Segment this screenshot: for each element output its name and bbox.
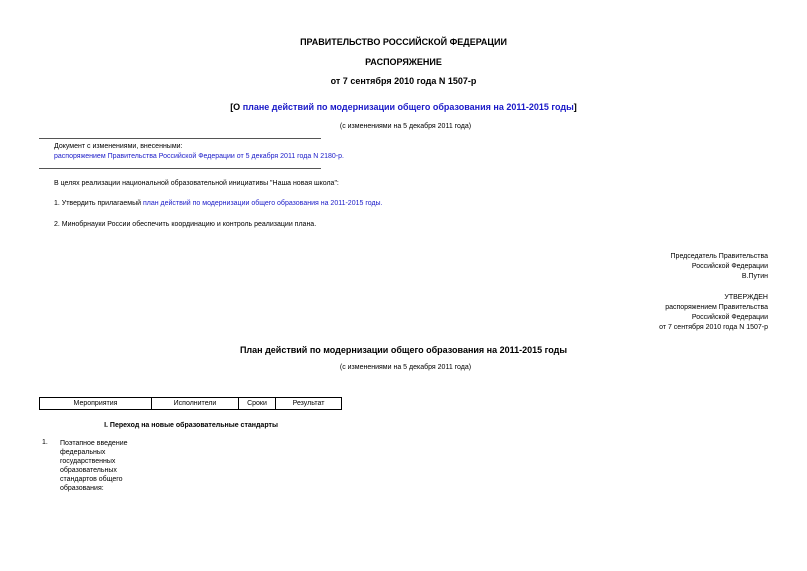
intro-paragraph: В целях реализации национальной образовательной инициативы "Наша новая школа": [54,180,339,187]
item-1-text: 1. Утвердить прилагаемый [54,200,142,207]
approved-line-3: Российской Федерации [691,314,768,321]
row-1-line: стандартов общего [60,476,123,483]
plan-title: План действий по модернизации общего образования на 2011-2015 годы [239,345,568,355]
col-header-result: Результат [276,398,342,410]
changes-label: Документ с изменениями, внесенными: [54,143,183,150]
title-link[interactable]: плане действий по модернизации общего образования на 2011-2015 годы [242,102,574,112]
amendment-link[interactable]: распоряжением Правительства Российской Федерации от 5 декабря 2011 года N 2180-р. [54,153,344,160]
row-1-line: федеральных [60,449,106,456]
document-date-number: от 7 сентября 2010 года N 1507-р [330,76,477,86]
row-1-line: образовательных [60,467,117,474]
item-1 [54,200,383,207]
plan-table-header [39,397,342,410]
title-bracket-open: [О [230,102,241,112]
title-bracket-close: ] [573,102,577,112]
approved-line-2: распоряжением Правительства [665,304,768,311]
col-header-deadlines: Сроки [239,398,276,410]
plan-changes-note: (с изменениями на 5 декабря 2011 года) [339,364,472,371]
signature-org: Российской Федерации [691,263,768,270]
divider-bottom [39,168,321,169]
row-1-line: образования: [60,485,104,492]
row-1-line: государственных [60,458,116,465]
table-header-row [40,398,342,410]
approved-line-4: от 7 сентября 2010 года N 1507-р [659,324,768,331]
signature-name: В.Путин [741,273,768,280]
signature-title: Председатель Правительства [670,253,768,260]
government-heading: ПРАВИТЕЛЬСТВО РОССИЙСКОЙ ФЕДЕРАЦИИ [300,37,507,47]
document-title [0,102,807,112]
changes-note: (с изменениями на 5 декабря 2011 года) [339,123,472,130]
document-type: РАСПОРЯЖЕНИЕ [365,57,442,67]
item-2: 2. Минобрнауки России обеспечить координацию и контроль реализации плана. [54,221,317,228]
approved-heading: УТВЕРЖДЕН [724,294,768,301]
section-1-title: I. Переход на новые образовательные стандарты [104,422,278,429]
row-1-number: 1. [42,439,48,446]
row-1-activity [60,439,150,493]
col-header-executors: Исполнители [152,398,239,410]
plan-link[interactable]: план действий по модернизации общего образования на 2011-2015 годы. [142,200,383,207]
col-header-activities: Мероприятия [40,398,152,410]
divider-top [39,138,321,139]
row-1-line: Поэтапное введение [60,440,128,447]
